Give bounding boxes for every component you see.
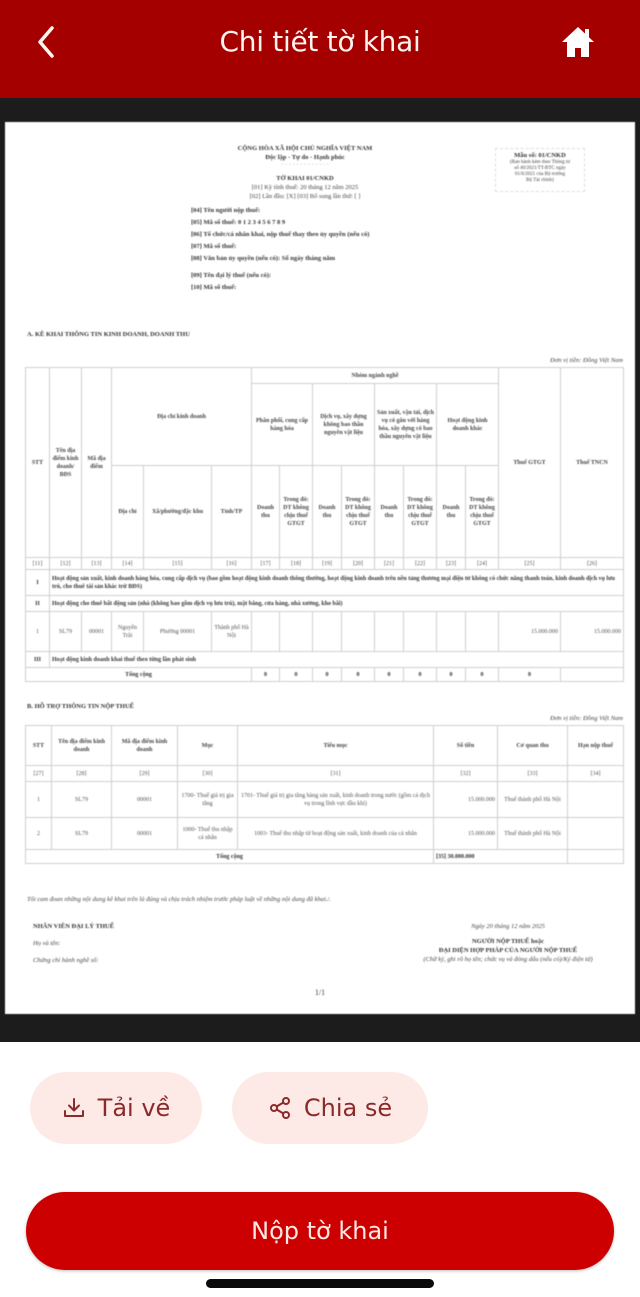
- first-time-flag: [02] Lần đầu: [X] [03] Bổ sung lần thứ: [ ]: [249, 193, 361, 200]
- page-title: Chi tiết tờ khai: [219, 25, 421, 58]
- share-button[interactable]: [232, 1072, 428, 1144]
- group-row-i: I Hoạt động sản xuất, kinh doanh hàng hóa, cung cấp dịch vụ (bao gồm hoạt động kinh doanh thông thường, hoạt động kinh doanh trên nền tảng thương mại điện tử không có chức năng thanh toán, kinh doanh dịch vụ lưu trú, cho thuê tài sản khác trừ BĐS): [26, 570, 624, 596]
- field-authorized-tax-code: [07] Mã số thuế:: [191, 243, 237, 250]
- total-row: Tổng cộng [35] 30.000.000: [26, 850, 624, 864]
- field-taxpayer-name: [04] Tên người nộp thuế:: [191, 207, 261, 214]
- submit-label: Nộp tờ khai: [251, 1217, 389, 1245]
- share-icon: [268, 1096, 292, 1120]
- tax-declaration-page[interactable]: [5, 122, 635, 1014]
- field-authorized: [06] Tổ chức/cá nhân khai, nộp thuế thay theo ủy quyền (nếu có): [191, 231, 370, 238]
- home-button[interactable]: [558, 22, 598, 62]
- submit-declaration-button[interactable]: [26, 1192, 614, 1270]
- taxpayer-fields: [191, 206, 491, 295]
- download-icon: [62, 1096, 86, 1120]
- group-row-ii: II Hoạt động cho thuê bất động sản (nhà (không bao gồm dịch vụ lưu trú), mặt bằng, cửa hàng, nhà xưởng, kho bãi): [26, 596, 624, 612]
- download-label: Tải về: [97, 1094, 171, 1122]
- home-indicator: [206, 1279, 434, 1288]
- download-button[interactable]: [30, 1072, 202, 1144]
- taxpayer-signature: Ngày 20 tháng 12 năm 2025 NGƯỜI NỘP THUẾ hoặc ĐẠI DIỆN HỢP PHÁP CỦA NGƯỜI NỘP THUẾ (Chữ ký, ghi rõ họ tên; chức vụ và đóng dấu (nếu có)/Ký điện tử): [423, 923, 593, 963]
- tax-payment-table: STT Tên địa điểm kinh doanh Mã địa điểm kinh doanh Mục Tiểu mục Số tiền Cơ quan thu Hạn nộp thuế [27] [28] [29] [30] [31] [32] [33] [34] 1 SL79 00001 1700- Thuế giá trị gia tăng 1701- Thuế giá trị gia tăng hàng sản xuất, kinh doanh trong nước (gồm cả dịch vụ trong lĩnh vực dầu khí) 15.000.000 Thuế thành phố Hà Nội 2 SL79 00001 1000- Thuế thu nhập cá nhân 1003- Thuế thu nhập từ hoạt động sản xuất, kinh doanh của cá nhân 15.000.000 Thuế thành phố Hà Nội Tổng cộng [35] 30.000.000: [25, 725, 624, 864]
- business-revenue-table: STT Tên địa điểm kinh doanh/ BĐS Mã địa điểm Địa chỉ kinh doanh Nhóm ngành nghề Thuế GTGT Thuế TNCN Phân phối, cung cấp hàng hóa Dịch vụ, xây dựng không bao thầu nguyên vật liệu Sản xuất, vận tải, dịch vụ có gắn với hàng hóa, xây dựng có bao thầu nguyên vật liệu Hoạt động kinh doanh khác Địa chỉ Xã/phường/đặc khu Tỉnh/TP Doanh thu Trong đó: DT không chịu thuế GTGT Doanh thu Trong đó: DT không chịu thuế GTGT Doanh thu Trong đó: DT không chịu thuế GTGT Doanh thu Trong đó: DT không chịu thuế GTGT [11] [12] [13] [14] [15] [16] [17] [18] [19] [20] [21] [22] [23] [24] [25] [26] I Hoạt động sản xuất, kinh doanh hàng hóa, cung cấp dịch vụ (bao gồm hoạt động kinh doanh thông thường, hoạt động kinh doanh trên nền tảng thương mại điện tử không có chức năng thanh toán, kinh doanh dịch vụ lưu trú, cho thuê tài sản khác trừ BĐS) II Hoạt động cho thuê bất động sản (nhà (không bao gồm dịch vụ lưu trú), mặt bằng, cửa hàng, nhà xưởng, kho bãi) 1 SL79 00001 Nguyễn Trãi Phường 00001 Thành phố Hà Nội 15.000.000 15.000.000 III Hoạt động kinh doanh khai thuế theo từng lần phát sinh Tổng cộng 0 0 0 0 0 0 0 0 0: [25, 367, 624, 682]
- section-a-title: A. KÊ KHAI THÔNG TIN KINH DOANH, DOANH THU: [27, 331, 190, 338]
- share-label: Chia sẻ: [303, 1094, 393, 1122]
- nation-title: CỘNG HÒA XÃ HỘI CHỦ NGHĨA VIỆT NAM: [237, 145, 373, 152]
- document-viewer[interactable]: [0, 98, 640, 1042]
- tax-period: [01] Kỳ tính thuế: 20 tháng 12 năm 2025: [251, 184, 359, 191]
- field-tax-code: [05] Mã số thuế: 0 1 2 3 4 5 6 7 8 9: [191, 219, 286, 226]
- total-row: Tổng cộng 0 0 0 0 0 0 0 0 0: [26, 668, 624, 682]
- section-a-unit: Đơn vị tiền: Đồng Việt Nam: [550, 357, 623, 364]
- field-authorization-doc: [08] Văn bản ủy quyền (nếu có): Số ngày tháng năm: [191, 255, 335, 262]
- form-title: TỜ KHAI 01/CNKD: [276, 175, 334, 182]
- home-icon: [560, 25, 596, 59]
- motto: Độc lập - Tự do - Hạnh phúc: [265, 154, 345, 161]
- section-b-title: B. HỖ TRỢ THÔNG TIN NỘP THUẾ: [27, 703, 134, 710]
- column-index-row: [11] [12] [13] [14] [15] [16] [17] [18] [19] [20] [21] [22] [23] [24] [25] [26]: [26, 558, 624, 570]
- app-bar: [0, 0, 640, 98]
- table-row: 1 SL79 00001 Nguyễn Trãi Phường 00001 Thành phố Hà Nội 15.000.000 15.000.000: [26, 612, 624, 652]
- document-header: CỘNG HÒA XÃ HỘI CHỦ NGHĨA VIỆT NAM Độc lập - Tự do - Hạnh phúc - - - - - - - - - - - - - TỜ KHAI 01/CNKD [01] Kỳ tính thuế: 20 tháng 12 năm 2025 [02] Lần đầu: [X] [03] Bổ sung lần thứ: [ ]: [165, 144, 445, 201]
- table-row: 2 SL79 00001 1000- Thuế thu nhập cá nhân 1003- Thuế thu nhập từ hoạt động sản xuất, kinh doanh của cá nhân 15.000.000 Thuế thành phố Hà Nội: [26, 818, 624, 850]
- table-row: 1 SL79 00001 1700- Thuế giá trị gia tăng 1701- Thuế giá trị gia tăng hàng sản xuất, kinh doanh trong nước (gồm cả dịch vụ trong lĩnh vực dầu khí) 15.000.000 Thuế thành phố Hà Nội: [26, 782, 624, 818]
- column-index-row: [27] [28] [29] [30] [31] [32] [33] [34]: [26, 766, 624, 782]
- field-agent-tax-code: [10] Mã số thuế:: [191, 284, 237, 291]
- commitment-text: Tôi cam đoan những nội dung kê khai trên là đúng và chịu trách nhiệm trước pháp luật về những nội dung đã khai./.: [27, 896, 331, 903]
- group-row-iii: III Hoạt động kinh doanh khai thuế theo từng lần phát sinh: [26, 652, 624, 668]
- section-b-unit: Đơn vị tiền: Đồng Việt Nam: [550, 715, 623, 722]
- form-stamp: Mẫu số: 01/CNKD (Ban hành kèm theo Thông tư số 40/2021/TT-BTC ngày 01/6/2021 của Bộ trưởng Bộ Tài chính): [495, 148, 585, 192]
- page-number: 1/1: [314, 988, 326, 997]
- field-agent-name: [09] Tên đại lý thuế (nếu có):: [191, 272, 272, 279]
- agent-signature: NHÂN VIÊN ĐẠI LÝ THUẾ Họ và tên: Chứng chỉ hành nghề số:: [33, 923, 115, 964]
- action-bar: [0, 1042, 640, 1192]
